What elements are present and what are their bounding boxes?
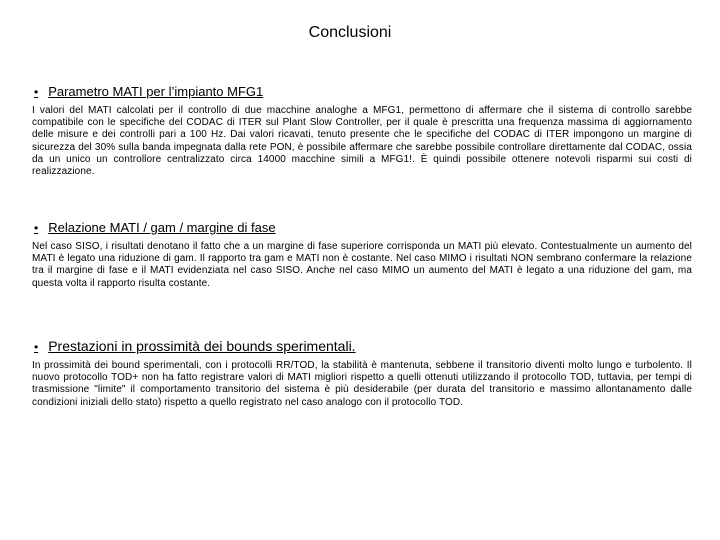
section-paragraph: In prossimità dei bound sperimentali, con i protocolli RR/TOD, la stabilità è mantenuta, sebbene il transitorio diventi molto lungo e turbolento. Il nuovo protocollo TOD+ non ha fatto registrare valori di MATI migliori rispetto a quelli ottenuti utilizzando il protocollo TOD, tuttavia, per tempi di trasmissione "limite" il comportamento transitorio del sistema è più desiderabile (per durata del transitorio e massimo allontanamento dalle condizioni iniziali dello stato) rispetto a quello registrato nel caso analogo con il protocollo TOD.	[32, 360, 692, 408]
section-heading	[34, 220, 692, 235]
section-paragraph: Nel caso SISO, i risultati denotano il fatto che a un margine di fase superiore corrisponda un MATI più elevato. Contestualmente un aumento del MATI è legato una riduzione di gam. Il rapporto tra gam e MATI non è costante. Nel caso MIMO i risultati NON sembrano confermare la relazione tra il margine di fase e il MATI evidenziata nel caso SISO. Anche nel caso MIMO un aumento del MATI è legato a una riduzione del gam, ma questa volta il rapporto risulta costante.	[32, 241, 692, 289]
section-mati-mfg1	[32, 84, 692, 178]
section-mati-gam-margin	[32, 220, 692, 290]
page-title: Conclusioni	[308, 24, 392, 41]
bullet: •	[34, 85, 39, 99]
bullet: •	[34, 221, 39, 235]
section-heading-text: Relazione MATI / gam / margine di fase	[48, 220, 276, 235]
section-heading-text: Parametro MATI per l’impianto MFG1	[48, 84, 264, 99]
section-paragraph: I valori del MATI calcolati per il controllo di due macchine analoghe a MFG1, permettono di affermare che il sistema di controllo sarebbe compatibile con le specifiche del CODAC di ITER sul Plant Slow Controller, per il quale è prescritta una frequenza massima di aggiornamento delle misure e dei controlli pari a 100 Hz. Dai valori ricavati, tenuto presente che le specifiche del CODAC di ITER impongono un margine di sicurezza del 30% sulla banda impegnata dalla rete PON, è possibile affermare che sarebbe possibile controllare direttamente dal CODAC, ossia da un unico un controllore centralizzato circa 14000 macchine simili a MFG1!. È quindi possibile ottenere notevoli risparmi sui costi di realizzazione.	[32, 105, 692, 178]
section-bounds-performance	[32, 338, 692, 409]
bullet: •	[34, 340, 39, 354]
section-heading	[34, 84, 692, 99]
section-heading-text: Prestazioni in prossimità dei bounds sperimentali.	[48, 338, 356, 354]
section-heading	[34, 338, 692, 354]
